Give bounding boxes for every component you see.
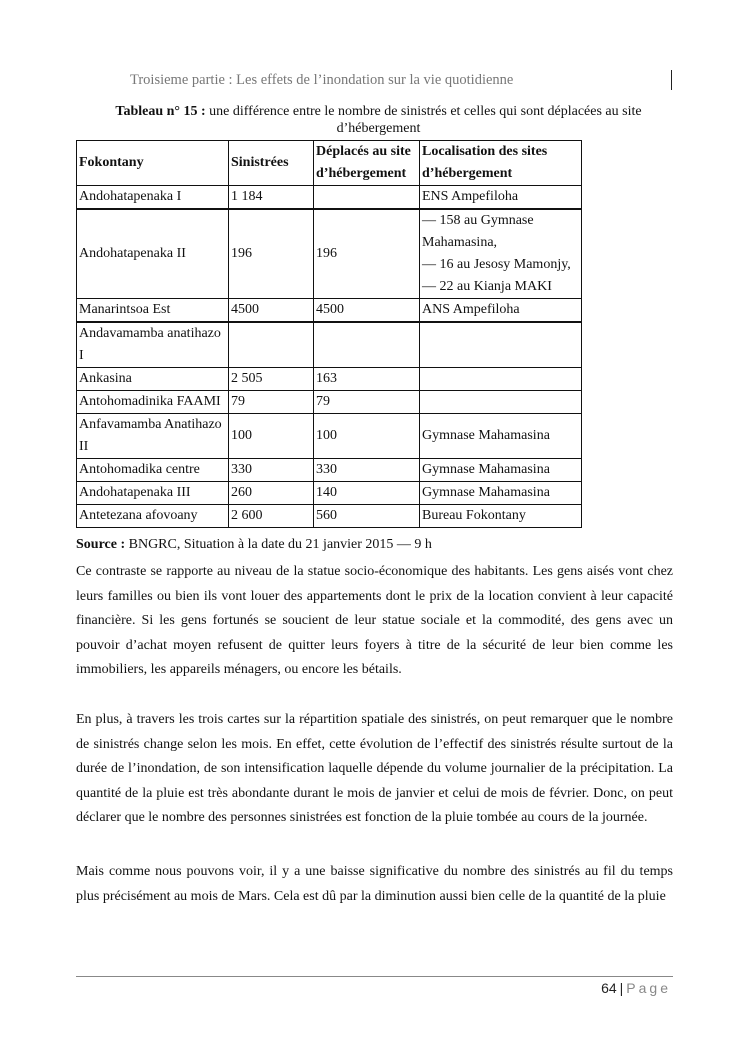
page-number: 64 <box>601 980 617 996</box>
footer-rule <box>76 976 673 977</box>
data-table <box>76 140 582 528</box>
table-cell: 4500 <box>314 299 420 323</box>
source-label: Source : <box>76 537 126 552</box>
table-cell: Andavamamba anatihazo I <box>77 322 229 368</box>
page-separator: | <box>619 980 624 996</box>
table-row <box>77 322 582 368</box>
table-cell: Gymnase Mahamasina <box>420 482 582 505</box>
table-cell: ANS Ampefiloha <box>420 299 582 323</box>
table-row <box>77 209 582 299</box>
table-cell: Andohatapenaka I <box>77 186 229 210</box>
paragraph: Ce contraste se rapporte au niveau de la statue socio-économique des habitants. Les gens aisés vont chez leurs familles ou bien ils vont louer des appartements dont le prix de la location convient à leur capacité financière. Si les gens fortunés se soucient de leur statue sociale et la commodité, des gens avec un pouvoir d’achat moyen refusent de quitter leurs foyers à titre de la sécurité de leur bien comme les immobiliers, les appareils ménagers, ou encore les bétails. <box>76 564 673 677</box>
table-row <box>77 186 582 210</box>
table-source <box>76 537 432 553</box>
table-cell <box>314 186 420 210</box>
table-row <box>77 414 582 459</box>
table-cell <box>229 322 314 368</box>
table-cell: 330 <box>314 459 420 482</box>
caption-label: Tableau n° 15 : <box>115 104 206 119</box>
table-cell: 260 <box>229 482 314 505</box>
page-label: Page <box>626 980 671 996</box>
table-caption <box>76 103 681 137</box>
table-cell: 4500 <box>229 299 314 323</box>
caption-text: une différence entre le nombre de sinistrés et celles qui sont déplacées au site d’hébergement <box>205 104 642 136</box>
table-cell: 79 <box>229 391 314 414</box>
table-cell: Antetezana afovoany <box>77 505 229 528</box>
source-text: BNGRC, Situation à la date du 21 janvier 2015 — 9 h <box>125 537 432 552</box>
table-cell: 2 505 <box>229 368 314 391</box>
table-cell: — 158 au Gymnase Mahamasina, — 16 au Jesosy Mamonjy, — 22 au Kianja MAKI <box>420 209 582 299</box>
table-cell: 100 <box>314 414 420 459</box>
col-header: Fokontany <box>77 141 229 186</box>
table-row <box>77 368 582 391</box>
table-cell: 196 <box>314 209 420 299</box>
header-bar <box>671 70 672 90</box>
table-row <box>77 505 582 528</box>
table-cell: 560 <box>314 505 420 528</box>
table-cell: Ankasina <box>77 368 229 391</box>
table-cell: 140 <box>314 482 420 505</box>
table-cell: Andohatapenaka II <box>77 209 229 299</box>
table-row <box>77 482 582 505</box>
table-cell: 1 184 <box>229 186 314 210</box>
paragraph: Mais comme nous pouvons voir, il y a une baisse significative du nombre des sinistrés au fil du temps plus précisément au mois de Mars. Cela est dû par la diminution aussi bien celle de la quantité de la pluie <box>76 864 673 904</box>
table-cell <box>314 322 420 368</box>
table-cell: Antohomadika centre <box>77 459 229 482</box>
table-cell: 196 <box>229 209 314 299</box>
table-cell: Bureau Fokontany <box>420 505 582 528</box>
col-header: Localisation des sites d’hébergement <box>420 141 582 186</box>
table-cell <box>420 391 582 414</box>
table-cell <box>420 368 582 391</box>
table-row <box>77 391 582 414</box>
table-row <box>77 299 582 323</box>
table-cell: 330 <box>229 459 314 482</box>
table-cell: 163 <box>314 368 420 391</box>
table-cell: 2 600 <box>229 505 314 528</box>
table-cell <box>420 322 582 368</box>
table-row <box>77 459 582 482</box>
table-cell: 79 <box>314 391 420 414</box>
col-header: Déplacés au site d’hébergement <box>314 141 420 186</box>
page-footer <box>601 980 671 996</box>
table-cell: Manarintsoa Est <box>77 299 229 323</box>
table-cell: Antohomadinika FAAMI <box>77 391 229 414</box>
table-cell: Andohatapenaka III <box>77 482 229 505</box>
col-header: Sinistrées <box>229 141 314 186</box>
table-cell: Anfavamamba Anatihazo II <box>77 414 229 459</box>
running-header: Troisieme partie : Les effets de l’inondation sur la vie quotidienne <box>130 72 514 88</box>
table-cell: Gymnase Mahamasina <box>420 414 582 459</box>
table-cell: 100 <box>229 414 314 459</box>
paragraph: En plus, à travers les trois cartes sur la répartition spatiale des sinistrés, on peut remarquer que le nombre de sinistrés change selon les mois. En effet, cette évolution de l’effectif des sinistrés résulte surtout de la durée de l’inondation, de son intensification laquelle dépende du volume journalier de la précipitation. La quantité de la pluie est très abondante durant le mois de janvier et celui de mois de février. Donc, on peut déclarer que le nombre des personnes sinistrées est fonction de la pluie tombée au cours de la journée. <box>76 712 673 825</box>
table-cell: Gymnase Mahamasina <box>420 459 582 482</box>
table-cell: ENS Ampefiloha <box>420 186 582 210</box>
